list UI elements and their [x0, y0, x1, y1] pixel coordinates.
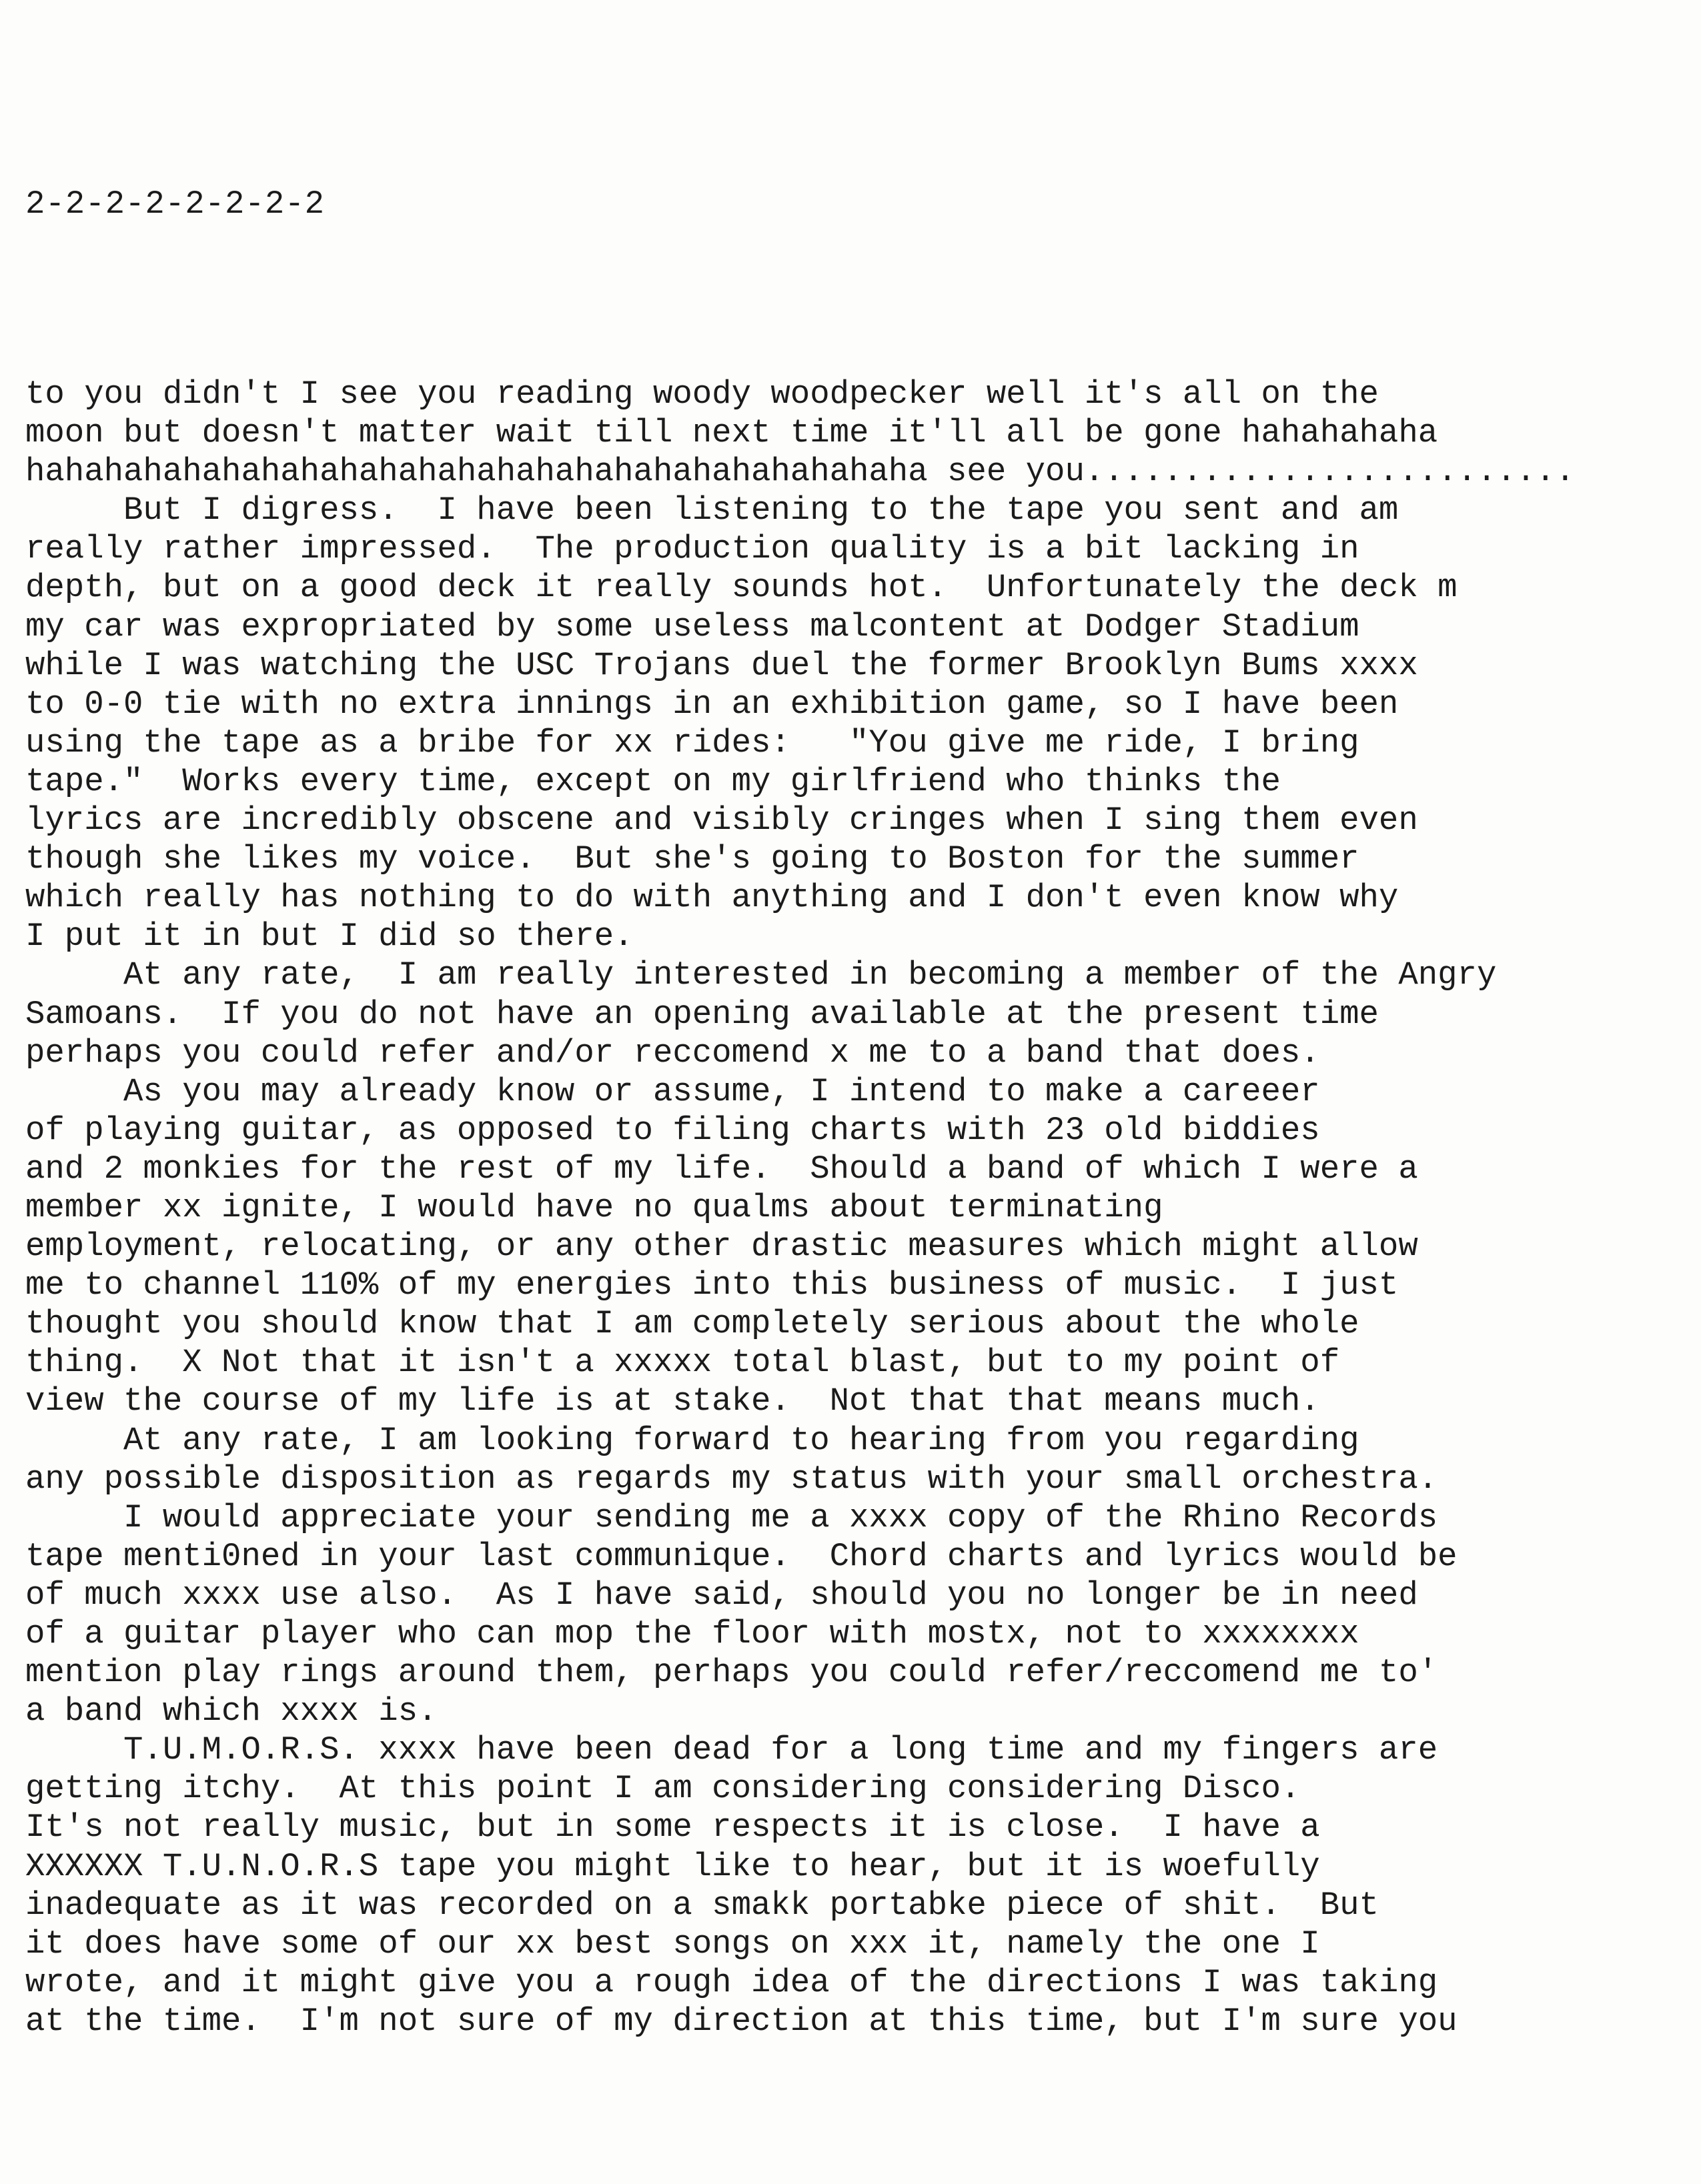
text-line: though she likes my voice. But she's going to Boston for the summer	[25, 840, 1359, 878]
text-line: perhaps you could refer and/or reccomend x me to a band that does.	[25, 1034, 1320, 1072]
text-line: thought you should know that I am completely serious about the whole	[25, 1305, 1359, 1343]
text-line: depth, but on a good deck it really sounds hot. Unfortunately the deck m	[25, 569, 1458, 607]
text-line: It's not really music, but in some respects it is close. I have a	[25, 1809, 1320, 1847]
text-line: I put it in but I did so there.	[25, 918, 634, 956]
text-line: me to channel 110% of my energies into this business of music. I just	[25, 1266, 1399, 1304]
text-line: using the tape as a bribe for xx rides: "You give me ride, I bring	[25, 724, 1359, 762]
page-header: 2-2-2-2-2-2-2-2	[25, 185, 325, 223]
letter-body	[25, 375, 1680, 2041]
text-line: moon but doesn't matter wait till next time it'll all be gone hahahahaha	[25, 414, 1438, 452]
text-line: really rather impressed. The production quality is a bit lacking in	[25, 530, 1359, 568]
text-line: tape." Works every time, except on my girlfriend who thinks the	[25, 762, 1281, 800]
text-line: As you may already know or assume, I intend to make a careeer	[25, 1072, 1320, 1110]
text-line: Samoans. If you do not have an opening available at the present time	[25, 995, 1379, 1033]
text-line: tape menti0ned in your last communique. Chord charts and lyrics would be	[25, 1537, 1458, 1575]
text-line: lyrics are incredibly obscene and visibly cringes when I sing them even	[25, 802, 1418, 840]
text-line: it does have some of our xx best songs on xxx it, namely the one I	[25, 1925, 1320, 1963]
text-line: employment, relocating, or any other drastic measures which might allow	[25, 1228, 1418, 1266]
text-line: mention play rings around them, perhaps you could refer/reccomend me to'	[25, 1654, 1438, 1692]
text-line: T.U.M.O.R.S. xxxx have been dead for a long time and my fingers are	[25, 1731, 1438, 1769]
text-line: thing. X Not that it isn't a xxxxx total blast, but to my point of	[25, 1344, 1340, 1382]
text-line: of playing guitar, as opposed to filing charts with 23 old biddies	[25, 1111, 1320, 1149]
text-line: At any rate, I am looking forward to hearing from you regarding	[25, 1421, 1359, 1459]
text-line: while I was watching the USC Trojans duel the former Brooklyn Bums xxxx	[25, 646, 1418, 684]
text-line: at the time. I'm not sure of my direction at this time, but I'm sure you	[25, 2002, 1458, 2040]
text-line: XXXXXX T.U.N.O.R.S tape you might like to hear, but it is woefully	[25, 1847, 1320, 1885]
text-line: a band which xxxx is.	[25, 1693, 438, 1731]
text-line: to 0-0 tie with no extra innings in an exhibition game, so I have been	[25, 685, 1399, 723]
text-line: of a guitar player who can mop the floor with mostx, not to xxxxxxxx	[25, 1615, 1359, 1653]
text-line: to you didn't I see you reading woody woodpecker well it's all on the	[25, 375, 1379, 413]
text-line: my car was expropriated by some useless malcontent at Dodger Stadium	[25, 608, 1359, 646]
text-line: view the course of my life is at stake. Not that that means much.	[25, 1382, 1320, 1420]
text-line: At any rate, I am really interested in becoming a member of the Angry	[25, 956, 1497, 994]
text-line: getting itchy. At this point I am considering considering Disco.	[25, 1770, 1301, 1808]
text-line: wrote, and it might give you a rough idea of the directions I was taking	[25, 1963, 1438, 2001]
text-line: any possible disposition as regards my status with your small orchestra.	[25, 1460, 1438, 1498]
text-line: inadequate as it was recorded on a smakk portabke piece of shit. But	[25, 1886, 1379, 1924]
text-line: member xx ignite, I would have no qualms about terminating	[25, 1188, 1163, 1226]
text-line: which really has nothing to do with anything and I don't even know why	[25, 879, 1399, 917]
text-line: of much xxxx use also. As I have said, should you no longer be in need	[25, 1576, 1418, 1614]
text-line: I would appreciate your sending me a xxxx copy of the Rhino Records	[25, 1498, 1438, 1536]
text-line: But I digress. I have been listening to the tape you sent and am	[25, 491, 1399, 529]
text-line: and 2 monkies for the rest of my life. Should a band of which I were a	[25, 1150, 1418, 1188]
text-line: hahahahahahahahahahahahahahahahahahahahahahaha see you.........................	[25, 453, 1575, 491]
